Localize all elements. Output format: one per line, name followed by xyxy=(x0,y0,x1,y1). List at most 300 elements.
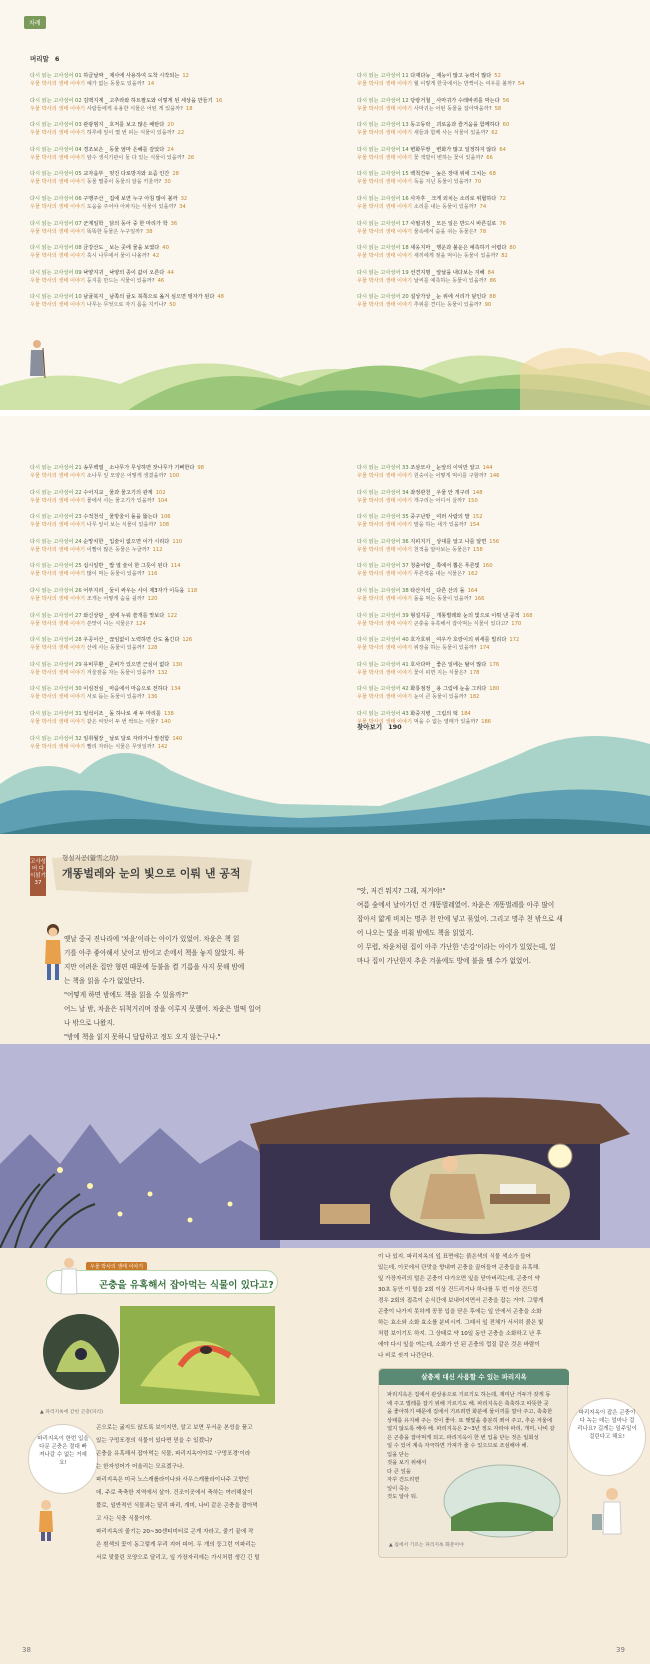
toc-entry-title: 화중지병 _ 그림의 떡 xyxy=(410,710,458,717)
toc-entry-sub: 날씨를 예측하는 동물이 있을까? xyxy=(413,277,487,284)
toc-entry-title-line xyxy=(357,636,647,644)
toc-entry-sub-page: 174 xyxy=(479,645,490,652)
page-number-right: 39 xyxy=(616,1646,625,1654)
toc-entry-sub-page: 136 xyxy=(147,694,158,701)
toc-entry-page: 118 xyxy=(187,587,198,594)
toc-entry-sub-page: 132 xyxy=(157,669,168,676)
toc-entry-sub-line xyxy=(357,472,647,480)
toc-entry-page: 28 xyxy=(172,171,179,178)
toc-entry-title: 새옹지마 _ 행운과 불운은 예측하기 어렵다 xyxy=(410,245,507,252)
story-line: 마나 집이 가난한지 추운 겨울에도 방에 불을 땔 수가 없었어. xyxy=(357,957,531,965)
box-line: 에 주고 벌레를 잡기 위해 기르기도 해. 파리지옥은 축축하고 따뜻한 곳 xyxy=(387,1400,549,1407)
toc-entry-sub-label: 우물 박사의 생태 이야기 xyxy=(30,228,87,235)
toc-entry-title-line xyxy=(357,121,647,129)
toc-entry-page: 12 xyxy=(182,73,189,79)
story-line: 옛날 중국 진나라에 '차윤'이라는 아이가 있었어. 차윤은 책 읽 xyxy=(64,935,240,943)
toc-entry-sub-page: 162 xyxy=(467,571,478,578)
toc-entry xyxy=(357,538,647,554)
toc-entry-sub: 개구리는 어디서 살까? xyxy=(413,497,465,504)
toc-entry-title-line xyxy=(30,661,320,669)
toc-entry-sub-label: 우물 박사의 생태 이야기 xyxy=(357,497,414,504)
toc-entry-label: 다시 읽는 고사성어 03 xyxy=(30,122,84,129)
toc-entry-label: 다시 읽는 고사성어 27 xyxy=(30,612,84,619)
toc-entry xyxy=(357,195,647,211)
story-line: 어느 날 밤, 차윤은 뒤척거리며 잠을 이루지 못했어. 차윤은 벌떡 일어 xyxy=(64,1005,262,1013)
toc-entry-sub-page: 124 xyxy=(135,620,146,627)
eco-line: 있는 구멍포경의 식물이 있다면 믿을 수 있겠니? xyxy=(96,1438,213,1444)
toc-entry-sub-line xyxy=(357,570,647,578)
toc-entry-sub: 이빨이 많은 동물은 누굴까? xyxy=(86,546,150,553)
child-figure-icon xyxy=(36,1498,56,1542)
toc-entry-sub-page: 146 xyxy=(489,473,500,479)
toc-entry xyxy=(30,170,320,186)
toc-entry-page: 126 xyxy=(182,637,193,644)
toc-entry-page: 36 xyxy=(170,220,178,227)
toc-entry-sub-line xyxy=(357,252,647,260)
toc-entry xyxy=(30,612,320,628)
toc-entry xyxy=(357,72,647,88)
toc-entry-label: 다시 읽는 고사성어 09 xyxy=(30,269,84,276)
toc-entry-page: 168 xyxy=(522,612,533,619)
toc-entry-title: 백척간두 _ 높은 장대 위에 그치는 xyxy=(410,171,487,178)
forest-illustration-bottom xyxy=(0,714,650,834)
terrarium-photo xyxy=(441,1457,563,1539)
toc-entry-page: 130 xyxy=(172,661,183,668)
toc-entry-sub: 돌을 먹는 동물이 있을까? xyxy=(413,595,472,602)
toc-entry-label: 다시 읽는 고사성어 06 xyxy=(30,195,84,202)
toc-entry-label: 다시 읽는 고사성어 39 xyxy=(357,612,411,619)
toc-entry-sub-label: 우물 박사의 생태 이야기 xyxy=(357,669,414,676)
toc-entry-title: 지피지기 _ 상대를 알고 나를 알면 xyxy=(410,538,487,545)
toc-entry-label: 다시 읽는 고사성어 29 xyxy=(30,661,84,668)
toc-entry-title-line xyxy=(30,72,320,80)
toc-entry-title-line xyxy=(30,538,320,546)
toc-entry-title: 타산지석 _ 다른 산의 돌 xyxy=(410,587,465,594)
scientist-figure-icon xyxy=(590,1484,630,1544)
toc-entry-sub-line xyxy=(357,644,647,652)
toc-entry xyxy=(30,220,320,236)
toc-entry-title: 좌정관천 _ 우물 안 개구리 xyxy=(410,489,470,496)
toc-entry-label: 다시 읽는 고사성어 10 xyxy=(30,294,84,301)
toc-entry-sub: 조개는 어떻게 숨을 쉴까? xyxy=(86,595,145,602)
story-line: 이 무렵, 차윤처럼 집이 아주 가난한 '손강'이라는 아이가 있었는데, 얼 xyxy=(357,943,556,951)
eco-line: 있는데, 이곳에서 단맛을 향내며 곤충을 끌어들여 곤충들을 유혹해. xyxy=(378,1265,540,1271)
toc-entry-page: 180 xyxy=(489,686,500,693)
toc-entry-sub: 산에 사는 동물이 있을까? xyxy=(86,645,145,652)
toc-entry-sub-page: 166 xyxy=(474,595,485,602)
toc-entry-sub-page: 66 xyxy=(486,154,493,161)
toc-entry-sub-label: 우물 박사의 생태 이야기 xyxy=(30,81,87,87)
toc-entry-sub-line xyxy=(357,620,647,628)
toc-entry-sub-page: 38 xyxy=(145,228,153,235)
toc-entry-sub: 새들과 함께 사는 식물이 있을까? xyxy=(413,130,489,137)
toc-entry-sub-page: 154 xyxy=(469,522,480,529)
eco-paragraph-left xyxy=(96,1422,366,1565)
toc-entry-sub: 사람들에게 유용한 식물은 어떤 게 있을까? xyxy=(86,105,183,112)
toc-entry-title: 일취월장 _ 날로 달로 자라거나 발전함 xyxy=(83,735,170,742)
toc-entry xyxy=(357,170,647,186)
toc-entry-label: 다시 읽는 고사성어 23 xyxy=(30,514,84,521)
venus-flytrap-photo xyxy=(120,1306,275,1404)
toc-entry xyxy=(30,72,320,88)
toc-entry-sub: 도움을 주어야 아파지는 식물이 있을까? xyxy=(86,203,177,210)
toc-entry-title: 청출어람 _ 쪽에서 뽑은 푸른빛 xyxy=(410,563,480,570)
toc-entry-title: 하글날짜 _ 제사에 사용하여 도착 시작되는 xyxy=(83,73,180,79)
toc-entry-sub: 사마귀는 어떤 동물을 잡아먹을까? xyxy=(413,105,492,112)
toc-entry-sub-label: 우물 박사의 생태 이야기 xyxy=(30,105,87,112)
toc-entry-title-line xyxy=(357,293,647,301)
toc-entry-sub-label: 우물 박사의 생태 이야기 xyxy=(357,130,414,137)
toc-entry-title: 중구난방 _ 여러 사람의 말 xyxy=(410,514,470,521)
toc-entry-sub: 원숭이는 어떻게 먹이를 구할까? xyxy=(413,473,487,479)
toc-entry-label: 다시 읽는 고사성어 15 xyxy=(357,171,411,178)
toc-entry-sub-line xyxy=(30,252,320,260)
toc-entry-title: 조삼모사 _ 눈앞의 이익만 알고 xyxy=(410,465,480,471)
toc-entry xyxy=(30,195,320,211)
toc-entry-sub-page: 54 xyxy=(517,81,525,87)
toc-entry xyxy=(30,97,320,113)
toc-entry-title: 일석이조 _ 돌 하나로 새 두 마리를 xyxy=(83,710,161,717)
toc-entry-page: 134 xyxy=(170,686,181,693)
toc-entry-page: 40 xyxy=(162,245,169,252)
toc-entry-label: 다시 읽는 고사성어 32 xyxy=(30,735,84,742)
toc-entry-sub-line xyxy=(357,669,647,677)
toc-entry-sub-line xyxy=(30,129,320,137)
toc-entry xyxy=(357,464,647,480)
box-line: 상태를 유지해 주는 것이 좋아. 또 햇빛을 충분히 쬐어 주고, 추운 겨울에 xyxy=(387,1417,553,1424)
toc-entry-title-line xyxy=(30,587,320,595)
toc-entry-page: 102 xyxy=(155,489,166,496)
toc-entry xyxy=(357,269,647,285)
toc-entry-sub-line xyxy=(30,497,320,505)
toc-entry-title: 경조보은 _ 동물 엄마 은혜를 갚았다 xyxy=(83,146,165,153)
toc-entry-sub-page: 116 xyxy=(147,571,158,578)
toc-entry-label: 다시 읽는 고사성어 38 xyxy=(357,587,411,594)
toc-entry-page: 160 xyxy=(482,563,493,570)
toc-entry-sub: 겨울잠을 자는 동물이 있을까? xyxy=(86,669,155,676)
toc-entry-title: 관광범지 _ 호저를 보고 많은 배탄다 xyxy=(83,122,165,129)
toc-entry-sub: 독을 지닌 동물이 있을까? xyxy=(413,179,472,186)
toc-entry-sub-label: 우물 박사의 생태 이야기 xyxy=(357,694,414,701)
toc-entry-sub-page: 90 xyxy=(484,302,492,309)
toc-entry-page: 32 xyxy=(180,195,188,202)
toc-entry-title: 수적천석 _ 물방울이 돌을 뚫는다 xyxy=(83,514,158,521)
toc-entry-page: 72 xyxy=(499,195,506,202)
toc-column-top-left xyxy=(30,72,320,318)
toc-entry-sub-page: 104 xyxy=(157,497,168,504)
toc-entry xyxy=(357,685,647,701)
toc-entry-title-line xyxy=(357,538,647,546)
toc-entry-page: 56 xyxy=(502,97,510,104)
toc-entry-sub-page: 178 xyxy=(469,669,480,676)
box-line: 은 곤충을 잡아먹게 되고, 파리지옥이 한 번 입을 닫는 것은 일회성 xyxy=(387,1434,539,1441)
toc-entry-label: 다시 읽는 고사성어 01 xyxy=(30,73,84,79)
toc-entry-sub-page: 150 xyxy=(467,497,478,504)
toc-entry-label: 다시 읽는 고사성어 25 xyxy=(30,563,84,570)
toc-entry-sub-page: 26 xyxy=(187,154,195,161)
toc-entry-sub-page: 58 xyxy=(494,105,502,112)
toc-entry-sub-label: 우물 박사의 생태 이야기 xyxy=(357,473,414,479)
toc-entry xyxy=(357,587,647,603)
toc-entry xyxy=(357,146,647,162)
toc-entry-sub: 같은 씨앗이 두 번 싹트는 식물? xyxy=(86,718,158,725)
toc-entry-sub: 소리를 내는 동물이 있을까? xyxy=(413,203,477,210)
toc-entry-title-line xyxy=(30,195,320,203)
eco-line: 하는 효소와 소화 효소를 분비시켜. 그래서 잎 전체가 서서히 붉은 빛 xyxy=(378,1320,544,1326)
toc-entry-title: 순망치한 _ 입술이 없으면 이가 시리다 xyxy=(83,538,170,545)
eco-line: 파리지옥의 줄기는 20~30센티미터로 곤게 자라고, 줄기 끝에 작 xyxy=(96,1529,254,1535)
story-paragraph-left xyxy=(64,932,320,1058)
toc-entry-label: 다시 읽는 고사성어 33 xyxy=(357,465,411,471)
toc-entry-title: 사자후 _ 크게 외치는 소리로 위협하다 xyxy=(410,195,497,202)
toc-entry-sub: 하루에 잎이 몇 번 피는 식물이 있을까? xyxy=(86,130,175,137)
toc-entry-sub-label: 우물 박사의 생태 이야기 xyxy=(30,546,87,553)
toc-entry-sub-label: 우물 박사의 생태 이야기 xyxy=(30,743,87,750)
toc-entry-label: 다시 읽는 고사성어 41 xyxy=(357,661,411,668)
toc-entry-sub-page: 112 xyxy=(152,546,163,553)
toc-entry-sub-line xyxy=(357,497,647,505)
toc-entry-sub: 많이 먹는 동물이 있을까? xyxy=(86,571,145,578)
toc-entry-title: 십시일반 _ 밥 열 술이 한 그릇이 된다 xyxy=(83,563,168,570)
toc-entry-sub-line xyxy=(357,693,647,701)
toc-entry-sub-page: 158 xyxy=(472,546,483,553)
toc-entry-sub-label: 우물 박사의 생태 이야기 xyxy=(357,571,414,578)
toc-entry-sub: 곤충을 유혹해서 잡아먹는 식물이 있다고? xyxy=(413,620,509,627)
box-line: 것도 알아 둬. xyxy=(387,1494,418,1500)
toc-page-top xyxy=(0,0,650,416)
toc-entry-label: 다시 읽는 고사성어 17 xyxy=(357,220,411,227)
toc-entry-sub-label: 우물 박사의 생태 이야기 xyxy=(357,81,414,87)
toc-entry-title-line xyxy=(357,612,647,620)
toc-entry-sub: 똑똑한 동물은 누구일까? xyxy=(86,228,143,235)
toc-entry-page: 84 xyxy=(487,269,495,276)
toc-entry-sub-page: 140 xyxy=(160,718,171,725)
toc-entry-label: 다시 읽는 고사성어 37 xyxy=(357,563,411,570)
toc-entry-title: 군계일학 _ 닭의 동아 중 한 마리가 학 xyxy=(83,220,168,227)
toc-entry-page: 60 xyxy=(502,122,510,129)
story-line: 는 책을 읽을 수가 없었단다. xyxy=(64,977,145,985)
toc-entry-sub-page: 182 xyxy=(469,694,480,701)
toc-entry-title: 남귤북지 _ 남쪽의 귤도 북쪽으로 옮겨 심으면 탱자가 된다 xyxy=(83,294,215,301)
toc-entry-sub-label: 우물 박사의 생태 이야기 xyxy=(357,179,414,186)
eco-line: 곤충을 유혹해서 잡아먹는 식물, 파리지옥이야로 '구멍포경'이라 xyxy=(96,1451,251,1457)
toc-entry-title: 다재다능 _ 재능이 많고 능력이 많다 xyxy=(410,73,492,79)
toc-entry-sub-label: 우물 박사의 생태 이야기 xyxy=(357,253,414,260)
toc-entry-title: 낙양지귀 _ 낙양의 종이 값이 오른다 xyxy=(83,269,165,276)
toc-entry-label: 다시 읽는 고사성어 14 xyxy=(357,146,411,153)
toc-entry-title: 선견지명 _ 앞날을 내다보는 지혜 xyxy=(410,269,485,276)
toc-entry-sub-label: 우물 박사의 생태 이야기 xyxy=(30,645,87,652)
toc-entry-page: 106 xyxy=(160,514,171,521)
toc-entry-sub: 둥지를 만드는 식물이 있을까? xyxy=(86,277,155,284)
toc-entry-sub-label: 우물 박사의 생태 이야기 xyxy=(357,522,414,529)
box-line: 다 큰 잎을 xyxy=(387,1468,411,1475)
eco-line: 잎 가장자리의 털은 곤충이 다가오면 잎을 닫아버리는데, 곤충이 약 xyxy=(378,1276,540,1282)
toc-entry-sub-line xyxy=(357,178,647,186)
toc-entry-sub-line xyxy=(357,228,647,236)
toc-entry-sub-label: 우물 박사의 생태 이야기 xyxy=(30,571,87,578)
hills-illustration-top xyxy=(0,306,650,416)
toc-entry-title-line xyxy=(30,97,320,105)
toc-entry-sub-line xyxy=(30,203,320,211)
eco-line: 30초 동안 이 털을 2회 이상 건드리거나 하나를 두 번 이상 건드렁 xyxy=(378,1287,538,1293)
toc-entry-label: 다시 읽는 고사성어 42 xyxy=(357,686,411,693)
toc-entry-label: 다시 읽는 고사성어 22 xyxy=(30,489,84,496)
toc-entry-page: 156 xyxy=(489,538,500,545)
toc-entry-sub-page: 128 xyxy=(147,645,158,652)
toc-entry-label: 다시 읽는 고사성어 07 xyxy=(30,220,84,227)
toc-entry-title-line xyxy=(30,636,320,644)
toc-entry-sub: 서로 돕는 동물이 있을까? xyxy=(86,694,145,701)
toc-entry-page: 88 xyxy=(489,294,496,301)
toc-entry-page: 176 xyxy=(489,661,500,668)
toc-entry xyxy=(30,538,320,554)
toc-entry-sub: 먹을 수 없는 열매가 있을까? xyxy=(413,718,479,725)
toc-entry-sub-line xyxy=(30,80,320,88)
monk-figure-icon xyxy=(28,338,46,378)
toc-entry-sub: 위장을 하는 동물이 있을까? xyxy=(413,645,477,652)
toc-entry xyxy=(357,489,647,505)
toc-entry-sub-line xyxy=(30,472,320,480)
toc-entry-sub-page: 170 xyxy=(511,620,522,627)
toc-entry-sub-label: 우물 박사의 생태 이야기 xyxy=(30,669,87,676)
toc-entry-title-line xyxy=(357,587,647,595)
toc-entry-page: 76 xyxy=(499,220,506,227)
toc-entry-sub: 월 이렇게 한국에서는 반짝이는 여우를 볼까? xyxy=(413,81,515,87)
toc-entry-title: 화룡점정 _ 용 그림에 눈을 그리다 xyxy=(410,686,487,693)
toc-entry-sub: 빨리 자라는 식물은 무엇일까? xyxy=(86,743,155,750)
toc-entry-sub-line xyxy=(30,669,320,677)
toc-entry-title: 교자읍부 _ 멋진 다로방지와 요즘 인간 xyxy=(83,171,170,178)
toc-entry-sub-page: 82 xyxy=(501,253,508,260)
page-number-left: 38 xyxy=(22,1646,31,1654)
toc-entry-sub-label: 우물 박사의 생태 이야기 xyxy=(30,154,87,161)
toc-entry-title: 변화무쌍 _ 변화가 많고 일정하지 않다 xyxy=(410,146,497,153)
toc-entry-sub: 천적을 알아보는 동물은? xyxy=(413,546,470,553)
eco-line: 곤충이 나가지 못하게 꽁꽁 입을 닫은 후에는 잎 안에서 곤충을 소화 xyxy=(378,1309,542,1315)
toc-outro: 찾아보기 190 xyxy=(357,723,402,731)
toc-entry xyxy=(30,587,320,603)
eco-line: 에야 다시 잎을 여는데, 소화가 안 된 곤충의 껍질 같은 것은 바람이 xyxy=(378,1342,540,1348)
toc-entry-title: 우공이산 _ 끊임없이 노력하면 산도 옮긴다 xyxy=(83,637,180,644)
eco-page xyxy=(0,1248,650,1664)
eco-line: 은 흰색의 꽃이 동그렇게 무리 지어 피어. 두 개의 둥그런 이파리는 xyxy=(96,1542,257,1548)
toc-entry-title: 구맹주산 _ 집에 보면 누구 아침 많이 볼까 xyxy=(83,195,178,202)
toc-entry xyxy=(357,612,647,628)
toc-entry-title-line xyxy=(357,269,647,277)
toc-entry-sub-line xyxy=(30,178,320,186)
box-line: 잎이 죽는 xyxy=(387,1485,410,1492)
toc-entry-sub-label: 우물 박사의 생태 이야기 xyxy=(357,718,414,725)
toc-entry-title-line xyxy=(357,97,647,105)
doctor-figure-icon xyxy=(58,1256,80,1296)
toc-entry-sub: 암수 생식기관이 둘 다 있는 식물이 있을까? xyxy=(86,154,185,161)
story-line: 지만 어려운 집안 형편 때문에 등불을 켤 기름을 사지 못해 밤에 xyxy=(64,963,245,971)
venus-flytrap-circle-photo xyxy=(36,1312,126,1392)
toc-entry-label: 다시 읽는 고사성어 36 xyxy=(357,538,411,545)
toc-entry-title-line xyxy=(30,293,320,301)
toc-entry-title-line xyxy=(30,170,320,178)
toc-entry-label: 다시 읽는 고사성어 40 xyxy=(357,637,411,644)
story-page xyxy=(0,834,650,1248)
toc-entry-label: 다시 읽는 고사성어 43 xyxy=(357,710,411,717)
box-line: 일 수 있어 계속 자극하면 가져가 줄 수 있으므로 조심해야 해. xyxy=(387,1443,529,1449)
toc-intro: 머리말 6 xyxy=(30,55,60,63)
toc-entry-page: 184 xyxy=(460,710,471,717)
toc-entry-title: 금강산도 _ 보는 곳에 물을 보였다 xyxy=(83,245,160,252)
toc-entry-sub: 푸른색을 내는 식물은? xyxy=(413,571,465,578)
toc-entry-title-line xyxy=(30,220,320,228)
eco-title-pill xyxy=(46,1270,278,1294)
toc-entry-sub-line xyxy=(30,277,320,285)
toc-entry-sub-page: 100 xyxy=(169,473,180,479)
toc-entry-sub-page: 78 xyxy=(479,228,487,235)
toc-entry-label: 다시 읽는 고사성어 28 xyxy=(30,637,84,644)
toc-entry-sub-line xyxy=(357,546,647,554)
toc-entry-label: 다시 읽는 고사성어 04 xyxy=(30,146,84,153)
toc-entry xyxy=(30,513,320,529)
toc-entry-sub-page: 108 xyxy=(159,522,170,529)
toc-entry-sub-label: 우물 박사의 생태 이야기 xyxy=(30,253,87,260)
toc-entry-title: 김맥지계 _ 고추라와 하트팔도와 이렇게 된 세상을 만들기 xyxy=(83,97,213,104)
toc-entry-sub-line xyxy=(30,644,320,652)
toc-entry-page: 164 xyxy=(467,587,478,594)
toc-column-bottom-right xyxy=(357,464,647,735)
toc-entry-label: 다시 읽는 고사성어 24 xyxy=(30,538,84,545)
toc-entry-sub-label: 우물 박사의 생태 이야기 xyxy=(30,277,87,284)
toc-entry-page: 122 xyxy=(167,612,178,619)
toc-entry-sub: 뭍에서 사는 물고기가 있을까? xyxy=(86,497,155,504)
speech-bubble-left: 파리지옥이 한번 입을 다문 곤충은 절대 빠져나갈 수 없는 거예요! xyxy=(28,1424,98,1494)
toc-entry-label: 다시 읽는 고사성어 30 xyxy=(30,686,84,693)
toc-entry-page: 98 xyxy=(197,465,204,471)
toc-entry-sub-page: 18 xyxy=(185,105,193,112)
toc-entry-sub-page: 142 xyxy=(157,743,168,750)
eco-line: 처럼 보이기도 하지. 그 상태로 약 10일 동안 곤충을 소화하고 난 후 xyxy=(378,1331,542,1337)
toc-entry-sub-label: 우물 박사의 생태 이야기 xyxy=(357,645,414,652)
toc-entry xyxy=(30,121,320,137)
eco-line: 파리지옥은 미국 노스캐롤라이나와 사우스캐롤라이나주 고향인 xyxy=(96,1477,250,1483)
toc-entry-page: 24 xyxy=(167,146,174,153)
toc-entry-sub-page: 120 xyxy=(147,595,158,602)
toc-entry-sub-label: 우물 박사의 생태 이야기 xyxy=(30,203,87,210)
toc-entry-sub: 말을 하는 새가 있을까? xyxy=(413,522,467,529)
box-line: 것을 보기 위해서 xyxy=(387,1460,427,1466)
toc-entry-label: 다시 읽는 고사성어 34 xyxy=(357,489,411,496)
toc-entry-sub-label: 우물 박사의 생태 이야기 xyxy=(30,522,87,529)
toc-entry xyxy=(30,661,320,677)
info-box xyxy=(378,1368,568,1558)
toc-entry-label: 다시 읽는 고사성어 11 xyxy=(357,73,411,79)
toc-entry-sub: 물속에서 숨을 쉬는 동물은? xyxy=(413,228,477,235)
story-subtitle: 형설지공(螢雪之功) xyxy=(62,854,119,862)
toc-entry-sub-page: 22 xyxy=(177,130,185,137)
toc-entry-sub-label: 우물 박사의 생태 이야기 xyxy=(30,473,87,479)
eco-line: 서로 맞물린 모양으로 달리고, 잎 가장자리에는 가시처럼 생긴 긴 털 xyxy=(96,1555,260,1561)
toc-entry-sub-line xyxy=(357,521,647,529)
toc-entry xyxy=(357,513,647,529)
story-line: 나 밖으로 나왔지. xyxy=(64,1019,115,1027)
toc-entry xyxy=(357,636,647,652)
toc-entry xyxy=(30,685,320,701)
toc-entry-title: 사필귀정 _ 모든 일은 반드시 바른길로 xyxy=(410,220,497,227)
toc-entry-sub-page: 30 xyxy=(164,179,171,186)
toc-entry-label: 다시 읽는 고사성어 12 xyxy=(357,97,411,104)
toc-entry-sub: 나무는 무엇으로 자기 몸을 지키나? xyxy=(86,302,167,309)
toc-entry-label: 다시 읽는 고사성어 26 xyxy=(30,587,84,594)
toc-entry-page: 68 xyxy=(489,171,496,178)
toc-entry-sub-line xyxy=(357,80,647,88)
